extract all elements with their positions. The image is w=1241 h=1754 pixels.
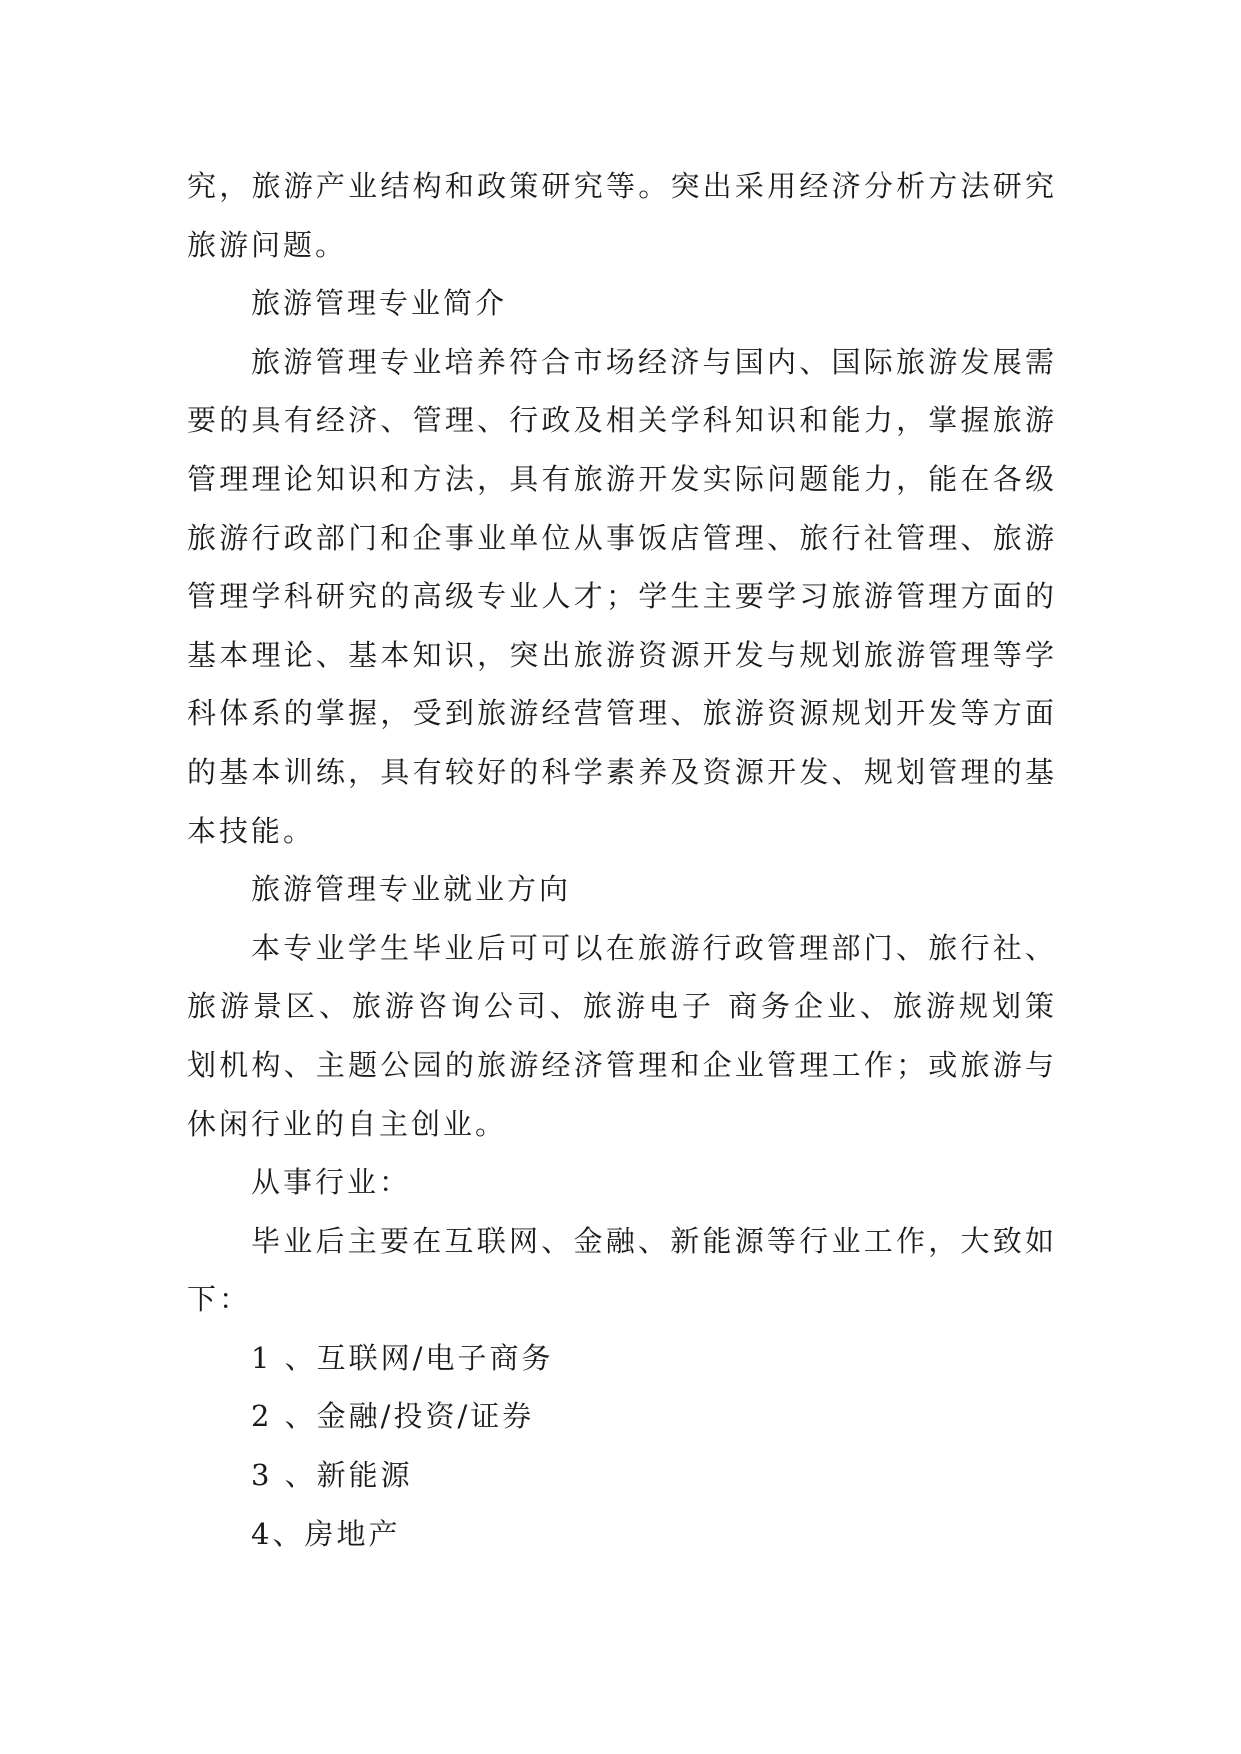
document-body (187, 157, 1057, 1563)
list-item-industry: 2 、金融/投资/证券 (251, 1399, 535, 1434)
list-item-industry: 4、房地产 (251, 1516, 401, 1551)
paragraph-intro-continuation: 究，旅游产业结构和政策研究等。突出采用经济分析方法研究旅游问题。 (187, 169, 1057, 262)
paragraph-industries-intro: 毕业后主要在互联网、金融、新能源等行业工作，大致如下： (187, 1223, 1057, 1317)
heading-employment-direction: 旅游管理专业就业方向 (251, 872, 572, 907)
paragraph-major-description: 旅游管理专业培养符合市场经济与国内、国际旅游发展需要的具有经济、管理、行政及相关学科知识和能力，掌握旅游管理理论知识和方法，具有旅游开发实际问题能力，能在各级旅游行政部门和企事业单位从事饭店管理、旅行社管理、旅游管理学科研究的高级专业人才；学生主要学习旅游管理方面的基本理论、基本知识，突出旅游资源开发与规划旅游管理等学科体系的掌握，受到旅游经营管理、旅游资源规划开发等方面的基本训练，具有较好的科学素养及资源开发、规划管理的基本技能。 (187, 344, 1057, 848)
list-item-industry: 1 、互联网/电子商务 (251, 1340, 554, 1375)
list-item-industry: 3 、新能源 (251, 1458, 413, 1493)
heading-industries: 从事行业： (251, 1165, 412, 1200)
paragraph-employment-description: 本专业学生毕业后可可以在旅游行政管理部门、旅行社、旅游景区、旅游咨询公司、旅游电子 商务企业、旅游规划策划机构、主题公园的旅游经济管理和企业管理工作；或旅游与休闲行业的自主创业。 (187, 930, 1057, 1141)
heading-major-introduction: 旅游管理专业简介 (251, 286, 508, 321)
